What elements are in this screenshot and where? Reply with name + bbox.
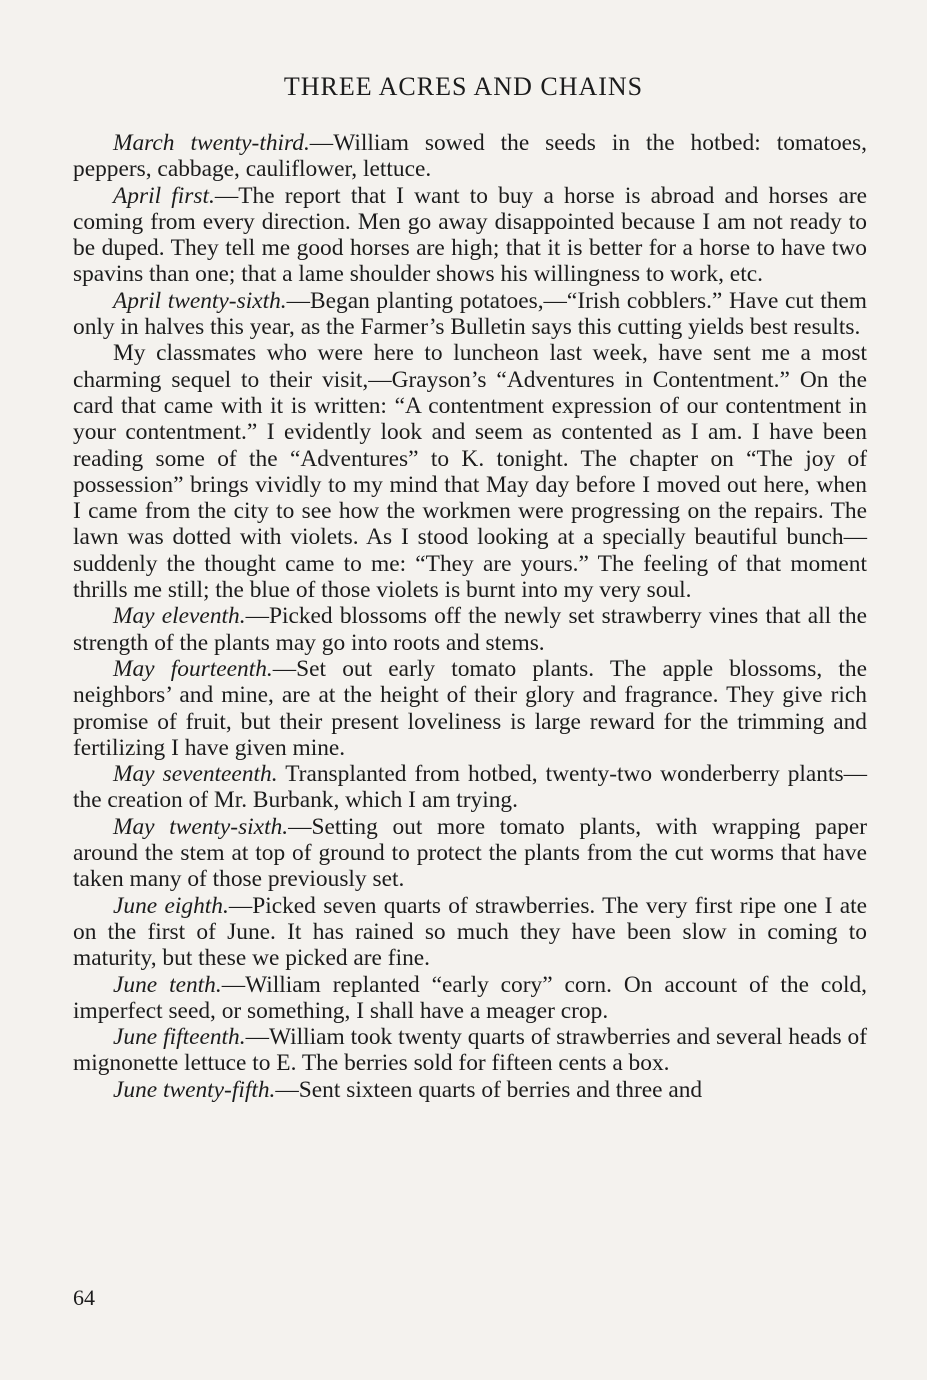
entry-text: —William sowed the seeds in the hotbed: tomatoes, peppers, cabbage, cauliflower, lettuce. <box>73 130 867 183</box>
diary-entry <box>73 130 867 183</box>
entry-date: May seventeenth. <box>113 761 278 788</box>
entry-text: Transplanted from hotbed, twenty-two wonderberry plants—the creation of Mr. Burbank, which I am trying. <box>73 761 867 814</box>
entry-text: —Setting out more tomato plants, with wrapping paper around the stem at top of ground to protect the plants from the cut worms that have taken many of those previously set. <box>73 813 867 893</box>
diary-text <box>73 130 867 1103</box>
entry-date: June tenth. <box>113 971 222 998</box>
diary-entry <box>73 972 867 1025</box>
entry-text: —Began planting potatoes,—“Irish cobblers.” Have cut them only in halves this year, as the Farmer’s Bulletin says this cutting yields best results. <box>73 287 867 341</box>
diary-entry <box>73 656 867 761</box>
entry-date: June twenty-fifth. <box>113 1076 276 1103</box>
entry-date: May eleventh. <box>113 603 246 630</box>
entry-text: —Picked blossoms off the newly set strawberry vines that all the strength of the plants may go into roots and stems. <box>73 603 867 656</box>
diary-entry <box>73 340 867 603</box>
entry-date: May twenty-sixth. <box>113 813 289 840</box>
diary-entry <box>73 183 867 288</box>
entry-text: —William took twenty quarts of strawberries and several heads of mignonette lettuce to E. The berries sold for fifteen cents a box. <box>73 1024 867 1077</box>
diary-entry <box>73 288 867 341</box>
diary-entry <box>73 893 867 972</box>
entry-date: June fifteenth. <box>113 1024 246 1051</box>
entry-text: —The report that I want to buy a horse is abroad and horses are coming from every direction. Men go away disappointed because I am not ready to be duped. They tell me good horses are high; that it is better for a horse to have two spavins than one; that a lame shoulder shows his willingness to work, etc. <box>73 182 868 288</box>
entry-date: March twenty-third. <box>113 130 310 156</box>
diary-entry <box>73 1077 867 1103</box>
page-number: 64 <box>73 1285 95 1310</box>
entry-text: —Picked seven quarts of strawberries. The very first ripe one I ate on the first of June. It has rained so much they have been slow in coming to maturity, but these we picked are fine. <box>73 892 867 972</box>
entry-text: —Set out early tomato plants. The apple blossoms, the neighbors’ and mine, are at the height of their glory and fragrance. They give rich promise of fruit, but their present loveliness is large reward for the trimming and fertilizing I have given mine. <box>73 655 867 761</box>
entry-date: May fourteenth. <box>113 655 273 682</box>
diary-entry <box>73 761 867 814</box>
entry-date: June eighth. <box>113 892 229 919</box>
running-head: THREE ACRES AND CHAINS <box>283 72 644 101</box>
entry-date: April twenty-sixth. <box>113 287 287 314</box>
entry-text: —William replanted “early cory” corn. On account of the cold, imperfect seed, or something, I shall have a meager crop. <box>73 971 867 1024</box>
diary-entry <box>73 1024 867 1077</box>
entry-text: My classmates who were here to luncheon last week, have sent me a most charming sequel to their visit,—Grayson’s “Adventures in Contentment.” On the card that came with it is written: “A contentment expression of our contentment in your contentment.” I evidently look and seem as contented as I am. I have been reading some of the “Adventures” to K. tonight. The chapter on “The joy of possession” brings vividly to my mind that May day before I moved out here, when I came from the city to see how the workmen were progressing on the repairs. The lawn was dotted with violets. As I stood looking at a specially beautiful bunch—suddenly the thought came to me: “They are yours.” The feeling of that moment thrills me still; the blue of those violets is burnt into my very soul. <box>73 340 867 604</box>
entry-text: —Sent sixteen quarts of berries and three and <box>275 1076 703 1103</box>
diary-entry <box>73 603 867 656</box>
entry-date: April first. <box>113 182 215 209</box>
diary-entry <box>73 814 867 893</box>
